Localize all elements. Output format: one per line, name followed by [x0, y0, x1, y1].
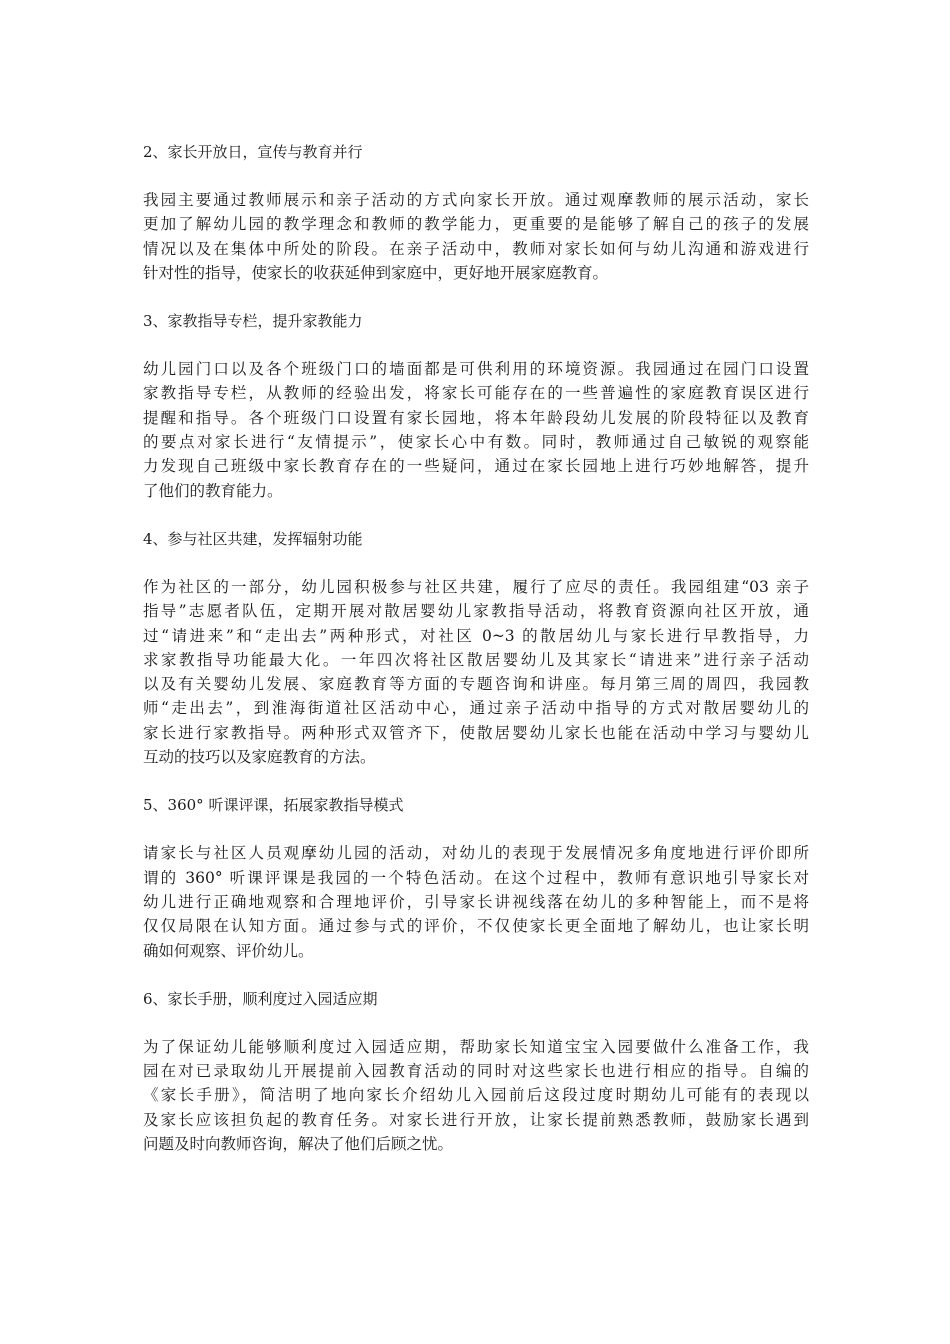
paragraph-line: 针对性的指导，使家长的收获延伸到家庭中，更好地开展家庭教育。 [143, 263, 609, 282]
paragraph-line: 谓的 360° 听课评课是我园的一个特色活动。在这个过程中，教师有意识地引导家长对 [143, 868, 809, 887]
section-heading: 6、家长手册，顺利度过入园适应期 [143, 989, 378, 1008]
paragraph-line: 作为社区的一部分，幼儿园积极参与社区共建，履行了应尽的责任。我园组建“03 亲子 [143, 577, 809, 596]
section-heading: 5、360° 听课评课，拓展家教指导模式 [143, 796, 404, 815]
paragraph-line: 求家教指导功能最大化。一年四次将社区散居婴幼儿及其家长“请进来”进行亲子活动 [143, 650, 809, 669]
paragraph-line: 《家长手册》，简洁明了地向家长介绍幼儿入园前后这段过度时期幼儿可能有的表现以 [143, 1086, 809, 1105]
paragraph-line: 请家长与社区人员观摩幼儿园的活动，对幼儿的表现于发展情况多角度地进行评价即所 [143, 844, 809, 863]
section-paragraph [143, 575, 809, 769]
paragraph-line: 师“走出去”，到淮海街道社区活动中心，通过亲子活动中指导的方式对散居婴幼儿的 [143, 699, 809, 718]
paragraph-line: 更加了解幼儿园的教学理念和教师的教学能力，更重要的是能够了解自己的孩子的发展 [143, 215, 809, 234]
section-paragraph [143, 841, 809, 962]
section-heading: 4、参与社区共建，发挥辐射功能 [143, 529, 363, 548]
paragraph-line: 了他们的教育能力。 [143, 481, 283, 500]
section-paragraph [143, 357, 809, 503]
paragraph-line: 仅仅局限在认知方面。通过参与式的评价，不仅使家长更全面地了解幼儿，也让家长明 [143, 917, 809, 936]
paragraph-line: 及家长应该担负起的教育任务。对家长进行开放，让家长提前熟悉教师，鼓励家长遇到 [143, 1110, 809, 1129]
paragraph-line: 园在对已录取幼儿开展提前入园教育活动的同时对这些家长也进行相应的指导。自编的 [143, 1062, 809, 1081]
paragraph-line: 过“请进来”和“走出去”两种形式，对社区 0~3 的散居幼儿与家长进行早教指导，力 [143, 626, 809, 645]
section-heading: 2、家长开放日，宣传与教育并行 [143, 143, 363, 161]
paragraph-line: 提醒和指导。各个班级门口设置有家长园地，将本年龄段幼儿发展的阶段特征以及教育 [143, 408, 809, 427]
paragraph-line: 指导”志愿者队伍，定期开展对散居婴幼儿家教指导活动，将教育资源向社区开放，通 [143, 602, 809, 621]
section-paragraph [143, 1035, 809, 1156]
paragraph-line: 互动的技巧以及家庭教育的方法。 [143, 748, 376, 767]
paragraph-line: 家长进行家教指导。两种形式双管齐下，使散居婴幼儿家长也能在活动中学习与婴幼儿 [143, 723, 809, 742]
paragraph-line: 为了保证幼儿能够顺利度过入园适应期，帮助家长知道宝宝入园要做什么准备工作，我 [143, 1037, 809, 1056]
paragraph-line: 确如何观察、评价幼儿。 [143, 941, 314, 960]
document-page [143, 140, 809, 1180]
paragraph-line: 以及有关婴幼儿发展、家庭教育等方面的专题咨询和讲座。每月第三周的周四，我园教 [143, 675, 809, 694]
paragraph-line: 家教指导专栏，从教师的经验出发，将家长可能存在的一些普遍性的家庭教育误区进行 [143, 384, 809, 403]
paragraph-line: 力发现自己班级中家长教育存在的一些疑问，通过在家长园地上进行巧妙地解答，提升 [143, 457, 809, 476]
paragraph-line: 的要点对家长进行“友情提示”，使家长心中有数。同时，教师通过自己敏锐的观察能 [143, 433, 809, 452]
paragraph-line: 幼儿园门口以及各个班级门口的墙面都是可供利用的环境资源。我园通过在园门口设置 [143, 360, 809, 379]
paragraph-line: 幼儿进行正确地观察和合理地评价，引导家长讲视线落在幼儿的多种智能上，而不是将 [143, 892, 809, 911]
section-heading: 3、家教指导专栏，提升家教能力 [143, 312, 363, 331]
paragraph-line: 我园主要通过教师展示和亲子活动的方式向家长开放。通过观摩教师的展示活动，家长 [143, 191, 809, 209]
paragraph-line: 情况以及在集体中所处的阶段。在亲子活动中，教师对家长如何与幼儿沟通和游戏进行 [143, 239, 809, 258]
section-paragraph [143, 188, 809, 285]
paragraph-line: 问题及时向教师咨询，解决了他们后顾之忧。 [143, 1135, 454, 1154]
